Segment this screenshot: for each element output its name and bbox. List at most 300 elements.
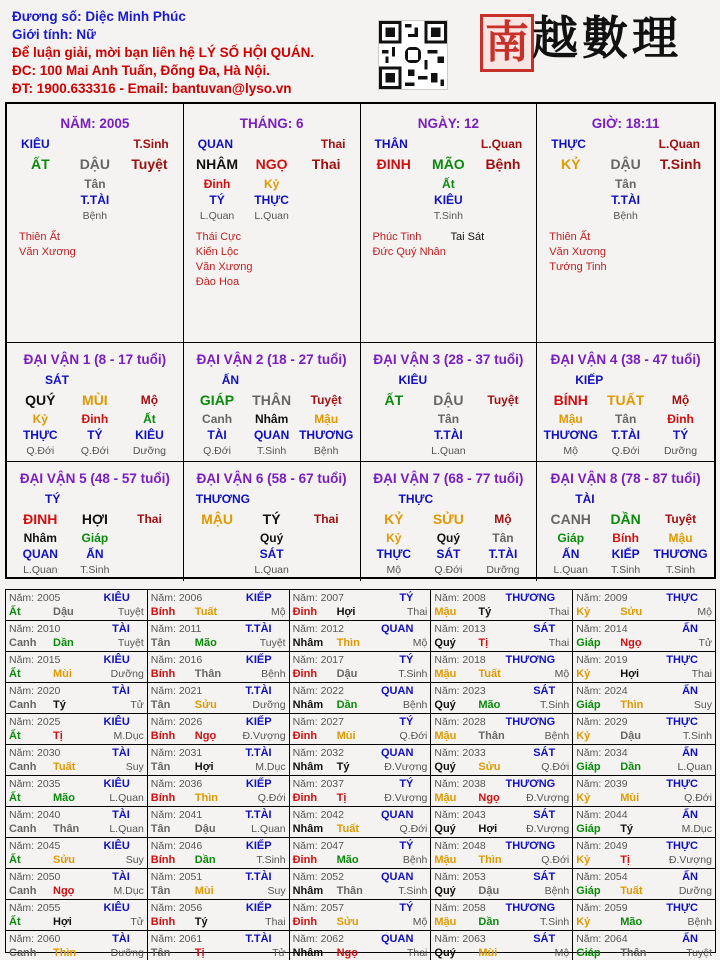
year-branch: Thìn	[194, 792, 219, 804]
year-branch: Tuất	[620, 885, 643, 897]
special-star: Thái Cực	[195, 231, 242, 243]
year-value: 2026	[178, 716, 203, 728]
year-prefix: Năm:	[434, 685, 460, 697]
year-branch: Dần	[478, 916, 500, 928]
year-branch: Thân	[478, 730, 505, 742]
year-branch: Sửu	[53, 854, 76, 866]
year-label	[151, 932, 202, 946]
year-prefix: Năm:	[434, 902, 460, 914]
year-star: KIẾP	[245, 902, 272, 914]
hidden-stem	[122, 176, 177, 192]
hidden-stem: Kỷ	[32, 412, 48, 426]
year-prefix: Năm:	[434, 654, 460, 666]
year-status: Suy	[125, 854, 144, 866]
year-status: Q.Đới	[399, 823, 428, 835]
earthly-branch: SỬU	[432, 511, 464, 527]
heavenly-stem: GIÁP	[199, 392, 235, 408]
hidden-stem-row	[184, 176, 360, 192]
year-status: Q.Đới	[257, 792, 286, 804]
year-top-row	[9, 622, 144, 636]
phone-email-line: ĐT: 1900.633316 - Email: bantuvan@lyso.vn	[12, 81, 292, 96]
year-prefix: Năm:	[576, 747, 602, 759]
year-status: Thai	[406, 947, 428, 959]
stage: T.Sinh	[611, 564, 641, 576]
year-cell	[290, 776, 432, 807]
pillar-title: NĂM: 2005	[60, 116, 130, 131]
year-label	[576, 808, 627, 822]
year-prefix: Năm:	[292, 778, 318, 790]
year-status: L.Quan	[251, 823, 286, 835]
year-status: Dưỡng	[678, 885, 712, 897]
year-prefix: Năm:	[292, 933, 318, 945]
year-top-row	[576, 746, 712, 760]
star-row	[361, 136, 537, 152]
year-cell	[148, 683, 290, 714]
year-stem: Mậu	[434, 854, 457, 866]
year-cell	[290, 683, 432, 714]
ten-god-row	[361, 192, 537, 208]
year-bottom-row	[293, 822, 428, 836]
year-stem: Tân	[150, 637, 171, 649]
year-star: THƯƠNG	[505, 778, 556, 790]
earthly-branch: DẬU	[433, 392, 464, 408]
year-bottom-row	[576, 760, 712, 774]
year-star: THƯƠNG	[505, 716, 556, 728]
ten-god-row	[184, 192, 360, 208]
year-label	[576, 901, 627, 915]
qr-code	[378, 20, 448, 90]
year-prefix: Năm:	[9, 592, 35, 604]
year-value: 2020	[37, 685, 61, 697]
year-cell	[431, 931, 573, 960]
special-star: Thiên Ất	[19, 231, 60, 243]
year-top-row	[9, 684, 144, 698]
year-label	[151, 684, 202, 698]
stage: T.Sinh	[665, 564, 696, 576]
can-chi-row	[537, 392, 714, 408]
year-value: 2006	[178, 592, 203, 604]
year-top-row	[151, 870, 286, 884]
year-top-row	[151, 746, 286, 760]
year-branch: Thân	[194, 668, 222, 680]
year-branch: Thân	[53, 823, 80, 835]
year-branch: Dậu	[478, 885, 500, 897]
year-value: 2039	[604, 778, 628, 790]
year-status: Dưỡng	[110, 947, 144, 959]
year-bottom-row	[576, 853, 712, 867]
year-value: 2029	[604, 716, 628, 728]
year-value: 2031	[178, 747, 203, 759]
stage: Q.Đới	[203, 445, 231, 457]
year-prefix: Năm:	[292, 809, 318, 821]
ten-god: T.TÀI	[434, 428, 463, 442]
year-stem: Nhâm	[292, 823, 324, 835]
year-value: 2043	[462, 809, 486, 821]
hidden-stem: Giáp	[81, 531, 109, 545]
hidden-stem: Tân	[614, 412, 637, 426]
special-stars	[549, 230, 606, 275]
year-prefix: Năm:	[9, 778, 35, 790]
year-top-row	[9, 746, 144, 760]
year-label	[576, 839, 627, 853]
stage: T.Sinh	[433, 210, 463, 222]
year-top-row	[9, 591, 144, 605]
year-bottom-row	[9, 822, 144, 836]
year-branch: Tị	[336, 792, 347, 804]
year-label	[9, 777, 60, 791]
year-bottom-row	[434, 822, 569, 836]
year-label	[576, 653, 627, 667]
hidden-stem-row	[361, 530, 537, 546]
year-value: 2016	[178, 654, 203, 666]
hidden-stem: Giáp	[557, 531, 585, 545]
ten-god	[299, 546, 354, 562]
year-prefix: Năm:	[434, 840, 460, 852]
dai-van-cell	[537, 343, 714, 462]
year-stem: Ất	[9, 916, 21, 928]
year-label	[9, 746, 60, 760]
dai-van-title: ĐẠI VẬN 8 (78 - 87 tuổi)	[550, 471, 701, 486]
stage-row	[184, 208, 360, 224]
ten-god	[13, 192, 68, 208]
year-status: Tuyệt	[686, 947, 712, 959]
heavenly-stem: ẤT	[384, 392, 404, 408]
year-cell	[148, 745, 290, 776]
year-star: SÁT	[533, 685, 556, 697]
earthly-branch: NGỌ	[255, 156, 288, 172]
stage: Q.Đới	[80, 445, 109, 457]
year-cell	[573, 590, 715, 621]
can-chi-row	[361, 156, 537, 172]
year-prefix: Năm:	[150, 902, 176, 914]
year-stem: Bính	[150, 730, 176, 742]
hidden-stem	[367, 411, 422, 427]
year-status: M.Dục	[681, 823, 712, 835]
year-star: TÀI	[112, 623, 130, 635]
year-value: 2045	[37, 840, 61, 852]
year-branch: Mão	[620, 916, 643, 928]
year-top-row	[293, 684, 428, 698]
earthly-branch: DẬU	[610, 156, 641, 172]
year-bottom-row	[576, 884, 712, 898]
year-status: Mộ	[554, 668, 570, 680]
can-chi-row	[361, 392, 537, 408]
year-status: T.Sinh	[540, 699, 570, 711]
year-status: Mộ	[412, 916, 428, 928]
year-status: Đ.Vượng	[526, 792, 570, 804]
dai-van-star: KIÊU	[398, 373, 428, 387]
year-star: THƯƠNG	[505, 840, 556, 852]
year-label	[293, 870, 344, 884]
year-stem: Canh	[9, 761, 37, 773]
ten-god	[122, 192, 177, 208]
year-stem: Ất	[9, 668, 21, 680]
star-left: THỰC	[551, 137, 586, 151]
ten-god-row	[537, 192, 714, 208]
hidden-stem: Đinh	[667, 412, 694, 426]
year-star: KIÊU	[103, 654, 130, 666]
year-star: THỰC	[666, 592, 698, 604]
hidden-stem: Nhâm	[23, 531, 57, 545]
hidden-stem: Ất	[442, 177, 455, 191]
year-bottom-row	[293, 791, 428, 805]
year-value: 2022	[320, 685, 344, 697]
year-bottom-row	[151, 915, 286, 929]
year-value: 2058	[462, 902, 486, 914]
stage	[299, 208, 354, 224]
year-value: 2036	[178, 778, 203, 790]
year-stem: Đinh	[292, 668, 318, 680]
year-top-row	[9, 808, 144, 822]
year-bottom-row	[293, 698, 428, 712]
year-label	[151, 715, 202, 729]
year-cell	[148, 776, 290, 807]
year-star: ẤN	[682, 871, 698, 883]
year-stem: Canh	[9, 637, 37, 649]
year-stem: Mậu	[434, 606, 457, 618]
year-value: 2017	[320, 654, 344, 666]
year-star: KIÊU	[103, 902, 130, 914]
year-star: ẤN	[682, 809, 698, 821]
special-star: Kiến Lộc	[195, 246, 239, 258]
year-cell	[6, 683, 148, 714]
year-top-row	[151, 777, 286, 791]
year-branch: Sửu	[194, 699, 217, 711]
year-top-row	[151, 932, 286, 946]
year-status: Bệnh	[402, 854, 428, 866]
year-stem: Tân	[150, 947, 171, 959]
year-stem: Tân	[150, 699, 171, 711]
year-label	[434, 715, 485, 729]
year-value: 2007	[320, 592, 344, 604]
year-cell	[148, 652, 290, 683]
year-cell	[290, 900, 432, 931]
special-stars	[196, 230, 253, 290]
dai-van-star: TÝ	[45, 492, 61, 506]
stage	[653, 208, 708, 224]
year-value: 2025	[37, 716, 61, 728]
year-prefix: Năm:	[150, 592, 176, 604]
year-status: Bệnh	[544, 885, 570, 897]
year-label	[9, 653, 60, 667]
dai-van-cell	[537, 462, 714, 581]
year-stem: Nhâm	[292, 761, 324, 773]
year-stem: Kỷ	[576, 792, 591, 804]
year-label	[293, 684, 344, 698]
year-branch: Dần	[53, 637, 74, 649]
year-stem: Tân	[150, 885, 171, 897]
year-stem: Giáp	[576, 947, 601, 959]
year-star: ẤN	[682, 933, 698, 945]
stage: Dưỡng	[486, 564, 520, 576]
year-top-row	[151, 653, 286, 667]
year-branch: Thìn	[478, 854, 502, 866]
ten-god	[543, 192, 598, 208]
year-bottom-row	[9, 915, 144, 929]
year-branch: Hợi	[53, 916, 72, 928]
year-status: Thai	[265, 916, 286, 928]
address-line: ĐC: 100 Mai Anh Tuấn, Đống Đa, Hà Nội.	[12, 63, 271, 78]
year-stem: Kỷ	[576, 916, 591, 928]
year-star: QUAN	[381, 623, 414, 635]
year-stem: Bính	[150, 792, 176, 804]
year-cell	[573, 869, 715, 900]
year-value: 2041	[178, 809, 203, 821]
hidden-stem: Đinh	[81, 412, 109, 426]
year-status: M.Dục	[255, 761, 286, 773]
year-prefix: Năm:	[576, 592, 602, 604]
hidden-stem-row	[361, 411, 537, 427]
ten-god	[122, 546, 177, 562]
year-status: Thai	[406, 606, 428, 618]
hidden-stem	[476, 411, 531, 427]
special-star: Đào Hoa	[195, 276, 240, 288]
year-cell	[290, 745, 432, 776]
year-star: SÁT	[533, 809, 556, 821]
year-star: QUAN	[381, 871, 414, 883]
year-cell	[431, 807, 573, 838]
year-cell	[148, 931, 290, 960]
year-label	[434, 746, 485, 760]
year-cell	[290, 931, 432, 960]
year-label	[9, 932, 60, 946]
ten-god: TÝ	[672, 428, 689, 442]
stage: Mộ	[386, 564, 402, 576]
year-bottom-row	[434, 729, 569, 743]
growth-status: Thai	[313, 512, 339, 526]
year-top-row	[9, 777, 144, 791]
year-star: SÁT	[533, 623, 556, 635]
year-stem: Bính	[150, 854, 176, 866]
year-label	[9, 684, 60, 698]
year-cell	[573, 776, 715, 807]
dai-van-title: ĐẠI VẬN 2 (18 - 27 tuổi)	[196, 352, 347, 367]
hidden-stem: Mậu	[558, 412, 583, 426]
hidden-stem	[367, 176, 422, 192]
year-value: 2032	[320, 747, 344, 759]
stage: L.Quan	[553, 564, 588, 576]
year-top-row	[434, 653, 569, 667]
year-cell	[573, 900, 715, 931]
stage	[367, 208, 422, 224]
growth-status: Mộ	[140, 393, 159, 407]
year-top-row	[576, 932, 712, 946]
year-value: 2054	[604, 871, 628, 883]
year-status: T.Sinh	[256, 854, 286, 866]
ten-god: T.TÀI	[488, 547, 518, 561]
year-top-row	[576, 653, 712, 667]
year-label	[151, 870, 202, 884]
can-chi-row	[184, 392, 360, 408]
star-row	[7, 136, 183, 152]
year-branch: Hợi	[478, 823, 498, 835]
stage	[476, 443, 531, 459]
stage: Mộ	[563, 445, 578, 457]
year-branch: Dậu	[336, 668, 358, 680]
year-status: Đ.Vượng	[526, 823, 570, 835]
dai-van-title: ĐẠI VẬN 5 (48 - 57 tuổi)	[19, 471, 170, 486]
hidden-stem: Quý	[259, 531, 284, 545]
year-branch: Tý	[620, 823, 634, 835]
year-stem: Bính	[150, 916, 176, 928]
year-star: KIẾP	[245, 778, 272, 790]
year-value: 2037	[320, 778, 344, 790]
hidden-stem	[299, 176, 354, 192]
year-prefix: Năm:	[576, 623, 602, 635]
year-star: THƯƠNG	[505, 902, 556, 914]
year-value: 2018	[462, 654, 486, 666]
hidden-stem-row	[537, 176, 714, 192]
year-star: ẤN	[682, 685, 698, 697]
year-value: 2023	[462, 685, 486, 697]
can-chi-row	[184, 511, 360, 527]
year-value: 2034	[604, 747, 628, 759]
year-branch: Ngọ	[53, 885, 75, 897]
hidden-stem-row	[7, 530, 183, 546]
hidden-stem	[13, 176, 68, 192]
year-label	[434, 870, 485, 884]
year-top-row	[434, 901, 569, 915]
year-top-row	[576, 839, 712, 853]
year-top-row	[151, 684, 286, 698]
stage: Dưỡng	[132, 445, 167, 457]
year-status: Mộ	[412, 637, 428, 649]
ten-god-row	[184, 427, 360, 443]
year-cell	[148, 869, 290, 900]
year-star: KIÊU	[103, 778, 130, 790]
year-label	[9, 622, 60, 636]
year-status: Thai	[548, 606, 570, 618]
year-prefix: Năm:	[434, 592, 460, 604]
year-bottom-row	[434, 760, 569, 774]
year-status: Suy	[267, 885, 286, 897]
year-label	[9, 839, 60, 853]
year-bottom-row	[151, 729, 286, 743]
year-bottom-row	[293, 946, 428, 960]
can-chi-row	[537, 511, 714, 527]
year-value: 2052	[320, 871, 344, 883]
year-status: Mộ	[554, 947, 570, 959]
dai-van-title: ĐẠI VẬN 4 (38 - 47 tuổi)	[550, 352, 701, 367]
year-top-row	[293, 870, 428, 884]
year-top-row	[576, 622, 712, 636]
ten-god: T.TÀI	[611, 193, 640, 207]
ten-god: TÝ	[209, 193, 225, 207]
year-top-row	[9, 901, 144, 915]
year-stem: Giáp	[576, 761, 601, 773]
year-label	[293, 715, 344, 729]
year-stem: Quý	[434, 885, 456, 897]
year-stem: Kỷ	[576, 606, 591, 618]
ten-god: THƯƠNG	[653, 547, 708, 561]
year-branch: Dậu	[620, 730, 641, 742]
year-prefix: Năm:	[150, 809, 176, 821]
year-prefix: Năm:	[292, 654, 318, 666]
year-cell	[148, 714, 290, 745]
earthly-branch: DẬU	[79, 156, 111, 172]
year-prefix: Năm:	[576, 716, 602, 728]
year-value: 2009	[604, 592, 628, 604]
year-bottom-row	[9, 791, 144, 805]
year-label	[293, 901, 344, 915]
year-cell	[431, 838, 573, 869]
year-prefix: Năm:	[150, 778, 176, 790]
ten-god: THỰC	[22, 428, 58, 442]
year-cell	[6, 745, 148, 776]
year-status: Q.Đới	[399, 730, 428, 742]
year-branch: Mão	[53, 792, 75, 804]
can-chi-row	[184, 156, 360, 172]
